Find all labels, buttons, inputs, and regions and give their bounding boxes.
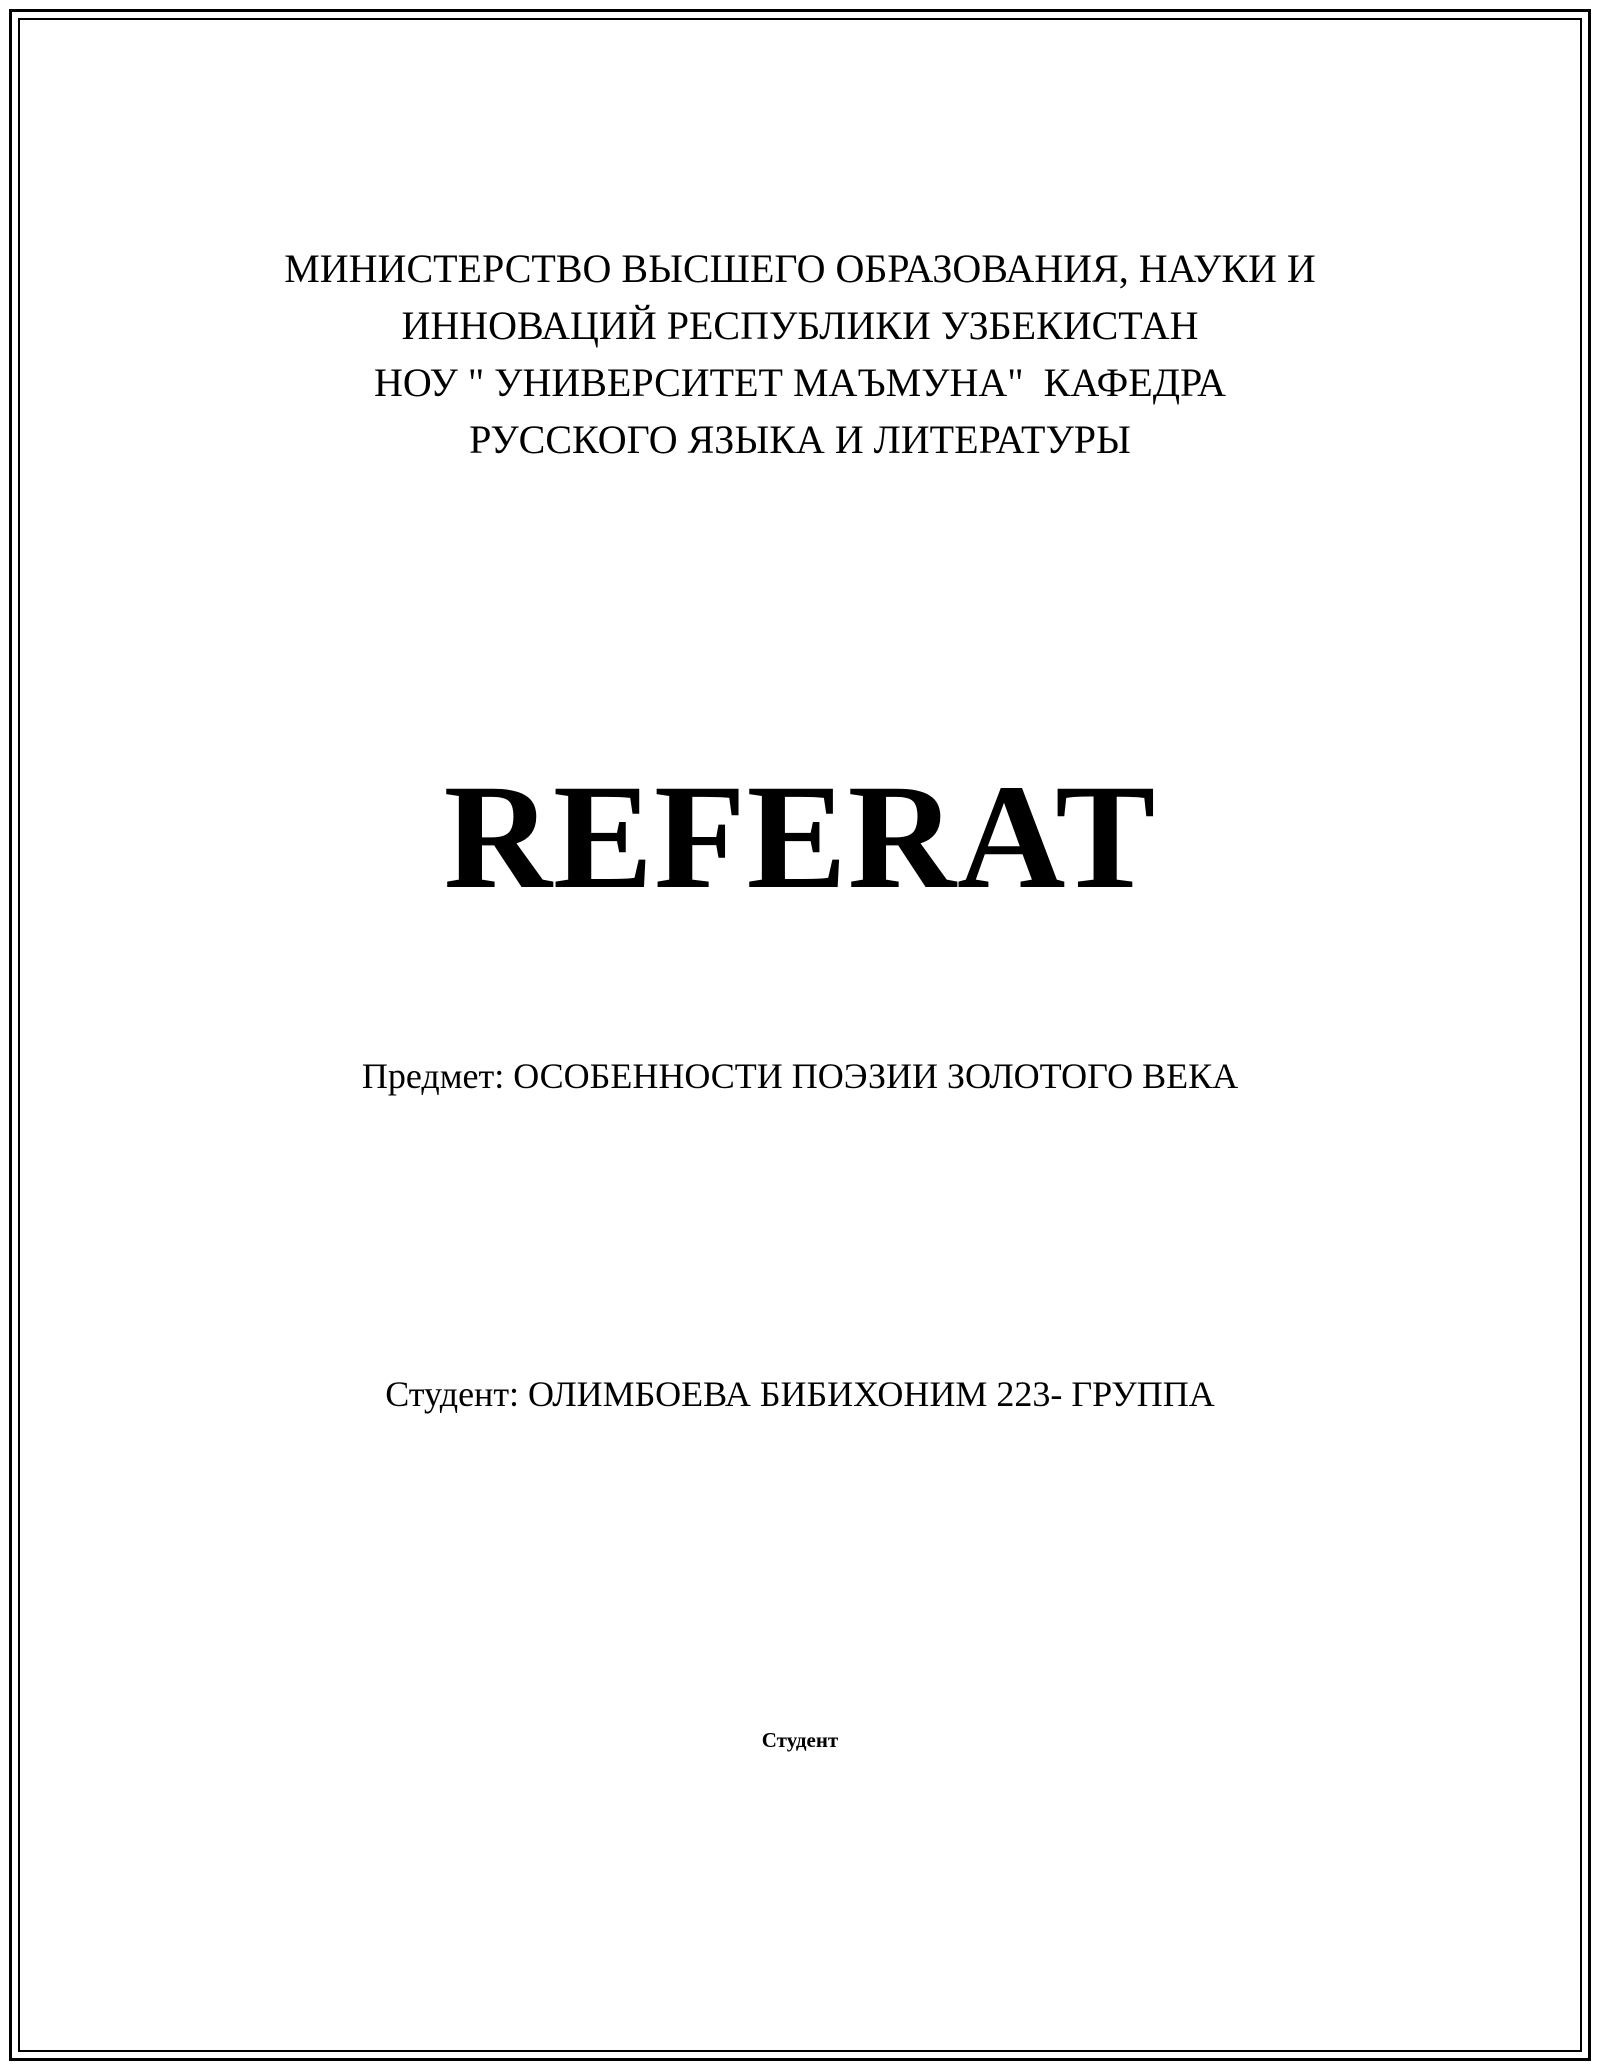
subject-line: Предмет: ОСОБЕННОСТИ ПОЭЗИИ ЗОЛОТОГО ВЕКА bbox=[361, 1056, 1239, 1096]
document-title: REFERAT bbox=[443, 754, 1157, 920]
institution-header bbox=[0, 240, 1600, 468]
signature-label: Студент bbox=[761, 1728, 839, 1752]
header-line: РУССКОГО ЯЗЫКА И ЛИТЕРАТУРЫ bbox=[469, 417, 1131, 462]
header-line: ИННОВАЦИЙ РЕСПУБЛИКИ УЗБЕКИСТАН bbox=[401, 303, 1199, 348]
header-line: МИНИСТЕРСТВО ВЫСШЕГО ОБРАЗОВАНИЯ, НАУКИ И bbox=[284, 246, 1316, 291]
student-line: Студент: ОЛИМБОЕВА БИБИХОНИМ 223- ГРУППА bbox=[385, 1374, 1215, 1414]
header-line: НОУ " УНИВЕРСИТЕТ МАЪМУНА" КАФЕДРА bbox=[373, 360, 1227, 405]
